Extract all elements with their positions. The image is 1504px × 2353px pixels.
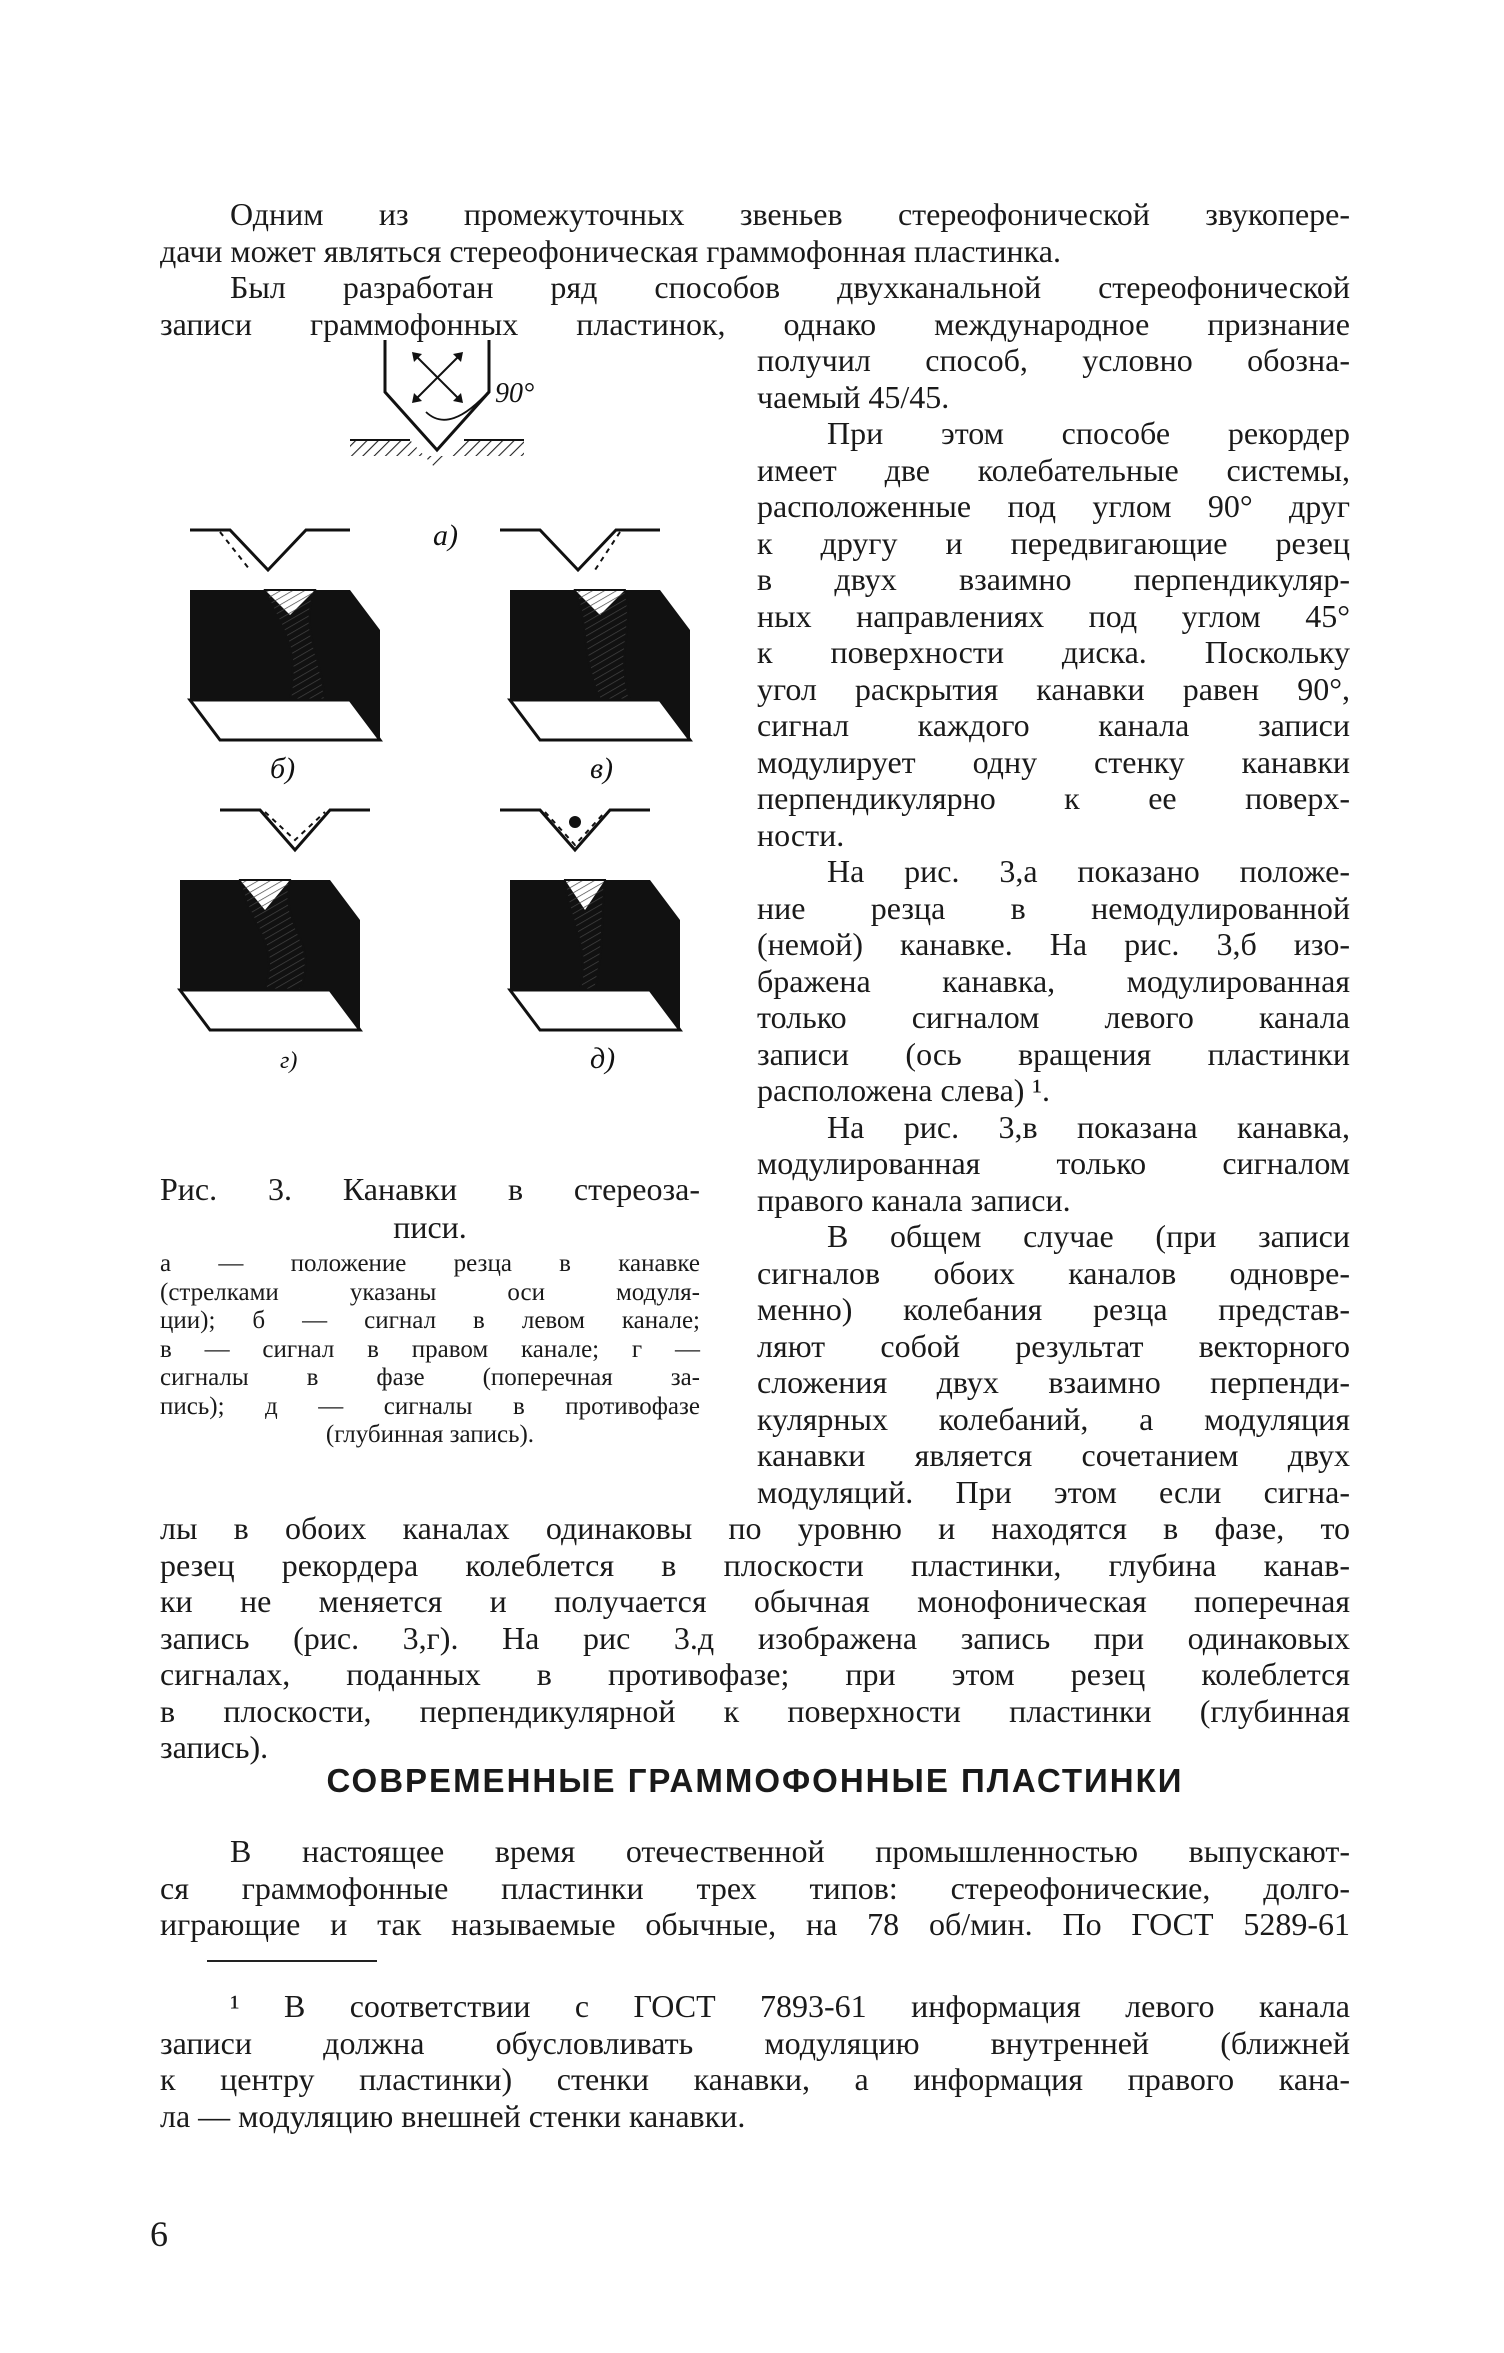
label-a: а) [433, 519, 458, 552]
text-line: только сигналом левого канала [757, 999, 1350, 1035]
caption-line: пись); д — сигналы в противофазе [160, 1392, 700, 1420]
text-line: модулированная только сигналом [757, 1145, 1350, 1181]
text-line: имеет две колебательные системы, [757, 451, 1350, 488]
caption-line: писи. [393, 1209, 467, 1245]
text-line: сигналах, поданных в противофазе; при этом резец колеблется [160, 1656, 1350, 1692]
caption-line: в — сигнал в правом канале; г — [160, 1335, 700, 1363]
text-line: ла — модуляцию внешней стенки канавки. [160, 2097, 746, 2134]
caption-line: а — положение резца в канавке [160, 1250, 700, 1277]
full-width-text [160, 1510, 1350, 1766]
text-line: записи (ось вращения пластинки [757, 1035, 1350, 1072]
text-line: играющие и так называемые обычные, на 78 об/мин. По ГОСТ 5289-61 [160, 1906, 1350, 1942]
text-line: (немой) канавке. На рис. 3,б изо- [757, 926, 1350, 962]
groove-block-b [190, 590, 380, 785]
groove-profile-v [500, 530, 660, 570]
text-line: Одним из промежуточных звеньев стереофонической звукопере- [230, 196, 1350, 232]
text-line: ки не меняется и получается обычная монофоническая поперечная [160, 1583, 1350, 1619]
text-line: менно) колебания резца представ- [757, 1291, 1350, 1327]
text-line: резец рекордера колеблется в плоскости пластинки, глубина канав- [160, 1546, 1350, 1583]
text-line: ся граммофонные пластинки трех типов: стереофонические, долго- [160, 1869, 1350, 1906]
intro-paragraph-1 [160, 196, 1350, 269]
caption-line: Рис. 3. Канавки в стереоза- [160, 1171, 700, 1207]
text-line: бражена канавка, модулированная [757, 962, 1350, 999]
text-line: расположенные под углом 90° друг [757, 488, 1350, 524]
caption-line: (стрелками указаны оси модуля- [160, 1278, 700, 1306]
text-line: модулирует одну стенку канавки [757, 743, 1350, 780]
groove-block-d [510, 880, 680, 1075]
right-column-text [757, 342, 1350, 1510]
text-line: лы в обоих каналах одинаковы по уровню и находятся в фазе, то [160, 1510, 1350, 1546]
label-v: в) [590, 752, 614, 785]
text-line: в двух взаимно перпендикуляр- [757, 561, 1350, 597]
text-line: в плоскости, перпендикулярной к поверхности пластинки (глубинная [160, 1692, 1350, 1729]
text-line: канавки является сочетанием двух [757, 1437, 1350, 1473]
text-line: сложения двух взаимно перпенди- [757, 1364, 1350, 1400]
label-d: д) [590, 1042, 616, 1075]
label-b: б) [270, 752, 296, 785]
groove-profile-g [220, 810, 370, 850]
text-line: к поверхности диска. Поскольку [757, 634, 1350, 670]
text-line: сигнал каждого канала записи [757, 707, 1350, 743]
caption-line: сигналы в фазе (поперечная за- [160, 1364, 700, 1391]
text-line: запись). [160, 1729, 269, 1765]
text-line: кулярных колебаний, а модуляция [757, 1400, 1350, 1437]
text-line: ных направлениях под углом 45° [757, 597, 1350, 634]
figure-caption-title [160, 1170, 700, 1246]
groove-profile-b [190, 530, 350, 570]
text-line: На рис. 3,в показана канавка, [827, 1108, 1350, 1145]
text-line: запись (рис. 3,г). На рис 3.д изображена запись при одинаковых [160, 1619, 1350, 1656]
text-line: получил способ, условно обозна- [757, 342, 1350, 378]
text-line: Был разработан ряд способов двухканальной стереофонической [230, 269, 1350, 305]
groove-block-g [180, 880, 360, 1074]
angle-label: 90° [495, 378, 535, 409]
groove-profile-d [500, 810, 650, 850]
text-line: к центру пластинки) стенки канавки, а информация правого кана- [160, 2061, 1350, 2097]
text-line: записи граммофонных пластинок, однако международное признание [160, 305, 1350, 342]
text-line: расположена слева) ¹. [757, 1072, 1051, 1108]
text-line: ние резца в немодулированной [757, 889, 1350, 926]
footnote-rule [207, 1960, 377, 1962]
text-line: угол раскрытия канавки равен 90°, [757, 670, 1350, 707]
cutter-diagram-a [350, 340, 534, 552]
figure-caption-body [160, 1250, 700, 1450]
text-line: ности. [757, 816, 845, 853]
text-line: В настоящее время отечественной промышленностью выпускают- [230, 1833, 1350, 1869]
footnote [160, 1988, 1350, 2134]
section-paragraph [160, 1833, 1350, 1943]
text-line: На рис. 3,а показано положе- [827, 853, 1350, 889]
caption-line: (глубинная запись). [325, 1421, 535, 1448]
text-line: сигналов обоих каналов одновре- [757, 1254, 1350, 1291]
text-line: записи должна обусловливать модуляцию внутренней (ближней [160, 2024, 1350, 2061]
text-line: правого канала записи. [757, 1181, 1071, 1218]
text-line: модуляций. При этом если сигна- [757, 1473, 1350, 1510]
caption-line: ции); б — сигнал в левом канале; [160, 1307, 700, 1334]
text-line: дачи может являться стереофоническая граммофонная пластинка. [160, 232, 1061, 269]
text-line: В общем случае (при записи [827, 1218, 1350, 1254]
label-g: г) [280, 1048, 298, 1074]
text-line: При этом способе рекордер [827, 415, 1350, 451]
groove-block-v [510, 590, 690, 785]
page-number: 6 [150, 2214, 168, 2254]
groove-figure [150, 340, 710, 1140]
intro-paragraph-2 [160, 269, 1350, 342]
text-line: ляют собой результат векторного [757, 1327, 1350, 1364]
text-line: ¹ В соответствии с ГОСТ 7893-61 информация левого канала [230, 1988, 1350, 2024]
text-line: чаемый 45/45. [757, 378, 950, 415]
text-line: к другу и передвигающие резец [757, 524, 1350, 561]
text-line: перпендикулярно к ее поверх- [757, 780, 1350, 816]
section-heading: СОВРЕМЕННЫЕ ГРАММОФОННЫЕ ПЛАСТИНКИ [326, 1762, 1184, 1799]
